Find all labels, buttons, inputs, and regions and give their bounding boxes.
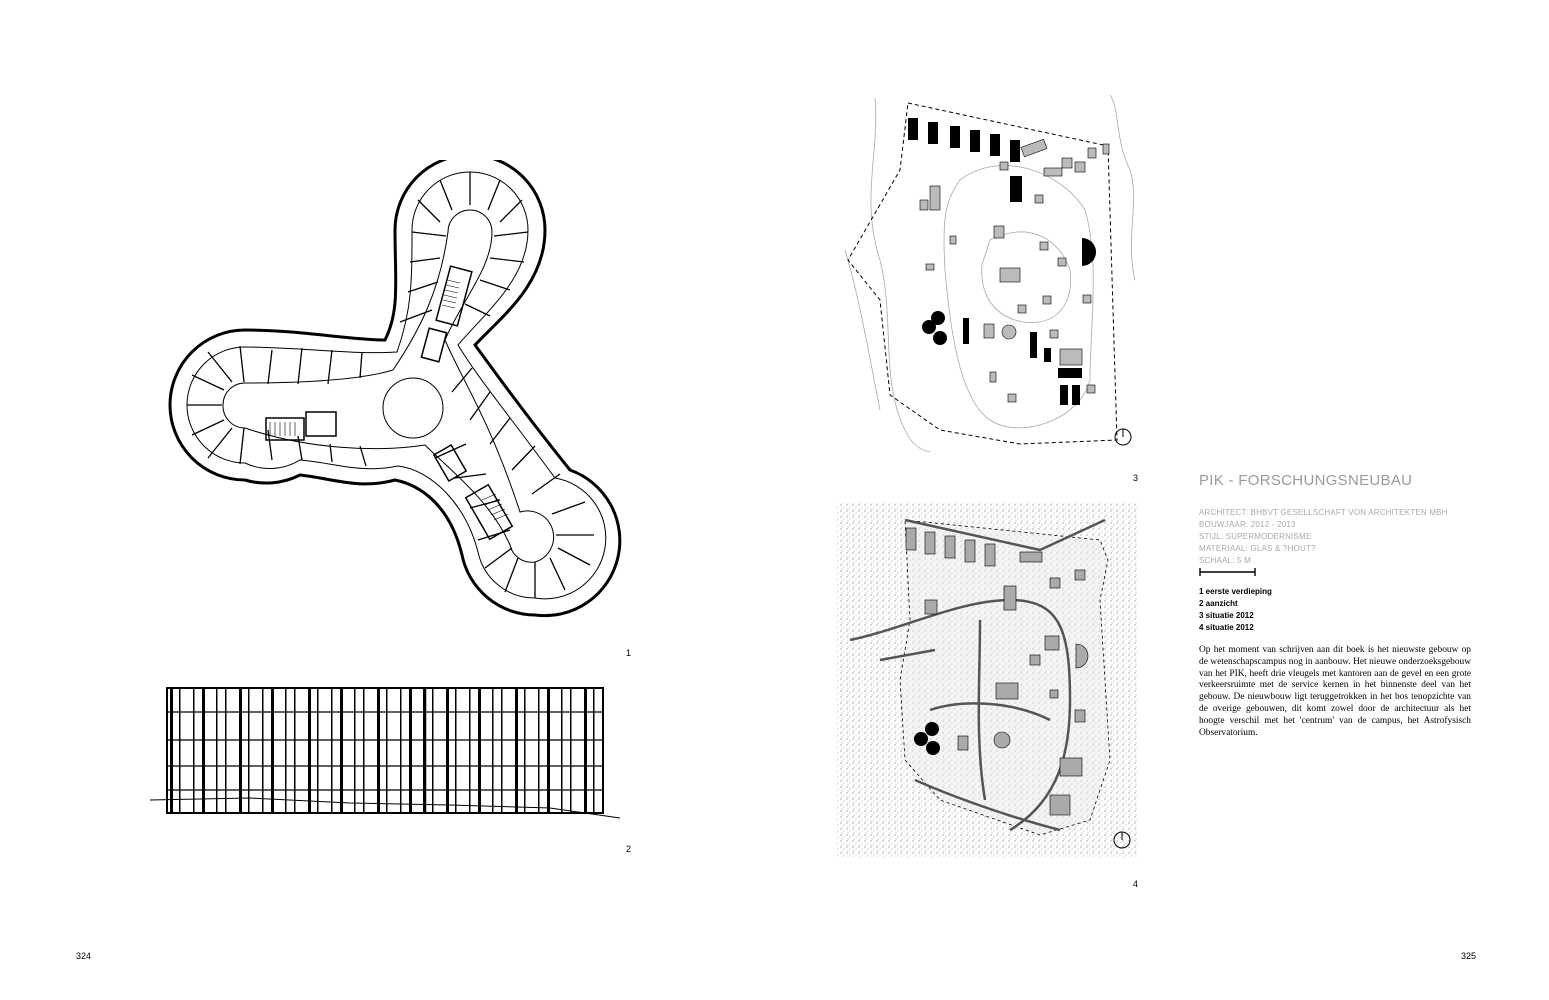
caption-2: 2 aanzicht: [1199, 599, 1238, 608]
figure-3-label: 3: [1133, 473, 1139, 483]
figure-4-label: 4: [1133, 879, 1139, 889]
meta-material: MATERIAAL: GLAS & ?HOUT?: [1199, 544, 1316, 553]
meta-year: BOUWJAAR: 2012 - 2013: [1199, 520, 1296, 529]
floor-plan-drawing: [160, 160, 630, 640]
elevation-windows: [170, 688, 595, 813]
scale-bar: [1199, 568, 1257, 576]
page-number-left: 324: [76, 951, 92, 961]
caption-1: 1 eerste verdieping: [1199, 587, 1272, 596]
meta-style: STIJL: SUPERMODERNISME: [1199, 532, 1312, 541]
site-plan-2012-line: [838, 95, 1138, 455]
meta-architect: ARCHITECT: BHBVT GESELLSCHAFT VON ARCHITEKTEN MBH: [1199, 508, 1448, 517]
article-title: PIK - FORSCHUNGSNEUBAU: [1199, 472, 1413, 489]
figure-2-label: 2: [626, 844, 632, 854]
caption-3: 3 situatie 2012: [1199, 611, 1254, 620]
meta-scale: SCHAAL: 5 M: [1199, 556, 1251, 565]
page-number-right: 325: [1461, 951, 1477, 961]
site-plan-2012-stippled: [836, 503, 1138, 857]
caption-4: 4 situatie 2012: [1199, 623, 1254, 632]
figure-1-label: 1: [626, 648, 632, 658]
elevation-drawing: [145, 683, 625, 825]
body-paragraph: Op het moment van schrijven aan dit boek is het nieuwste gebouw op de wetenschapscampus nog in aanbouw. Het nieuwe onderzoeksgebouw van het PIK, heeft drie vleugels met kantoren aan de gevel en een grote verkeersruimte met de service kernen in het binnenste deel van het gebouw. De nieuwbouw ligt teruggetrokken in het bos tenopzichte van de overige gebouwen, dit komt zowel door de architectuur als het hoogte verschil met het 'centrum' van de campus, het Astrofysisch Observatorium.: [1199, 645, 1471, 738]
